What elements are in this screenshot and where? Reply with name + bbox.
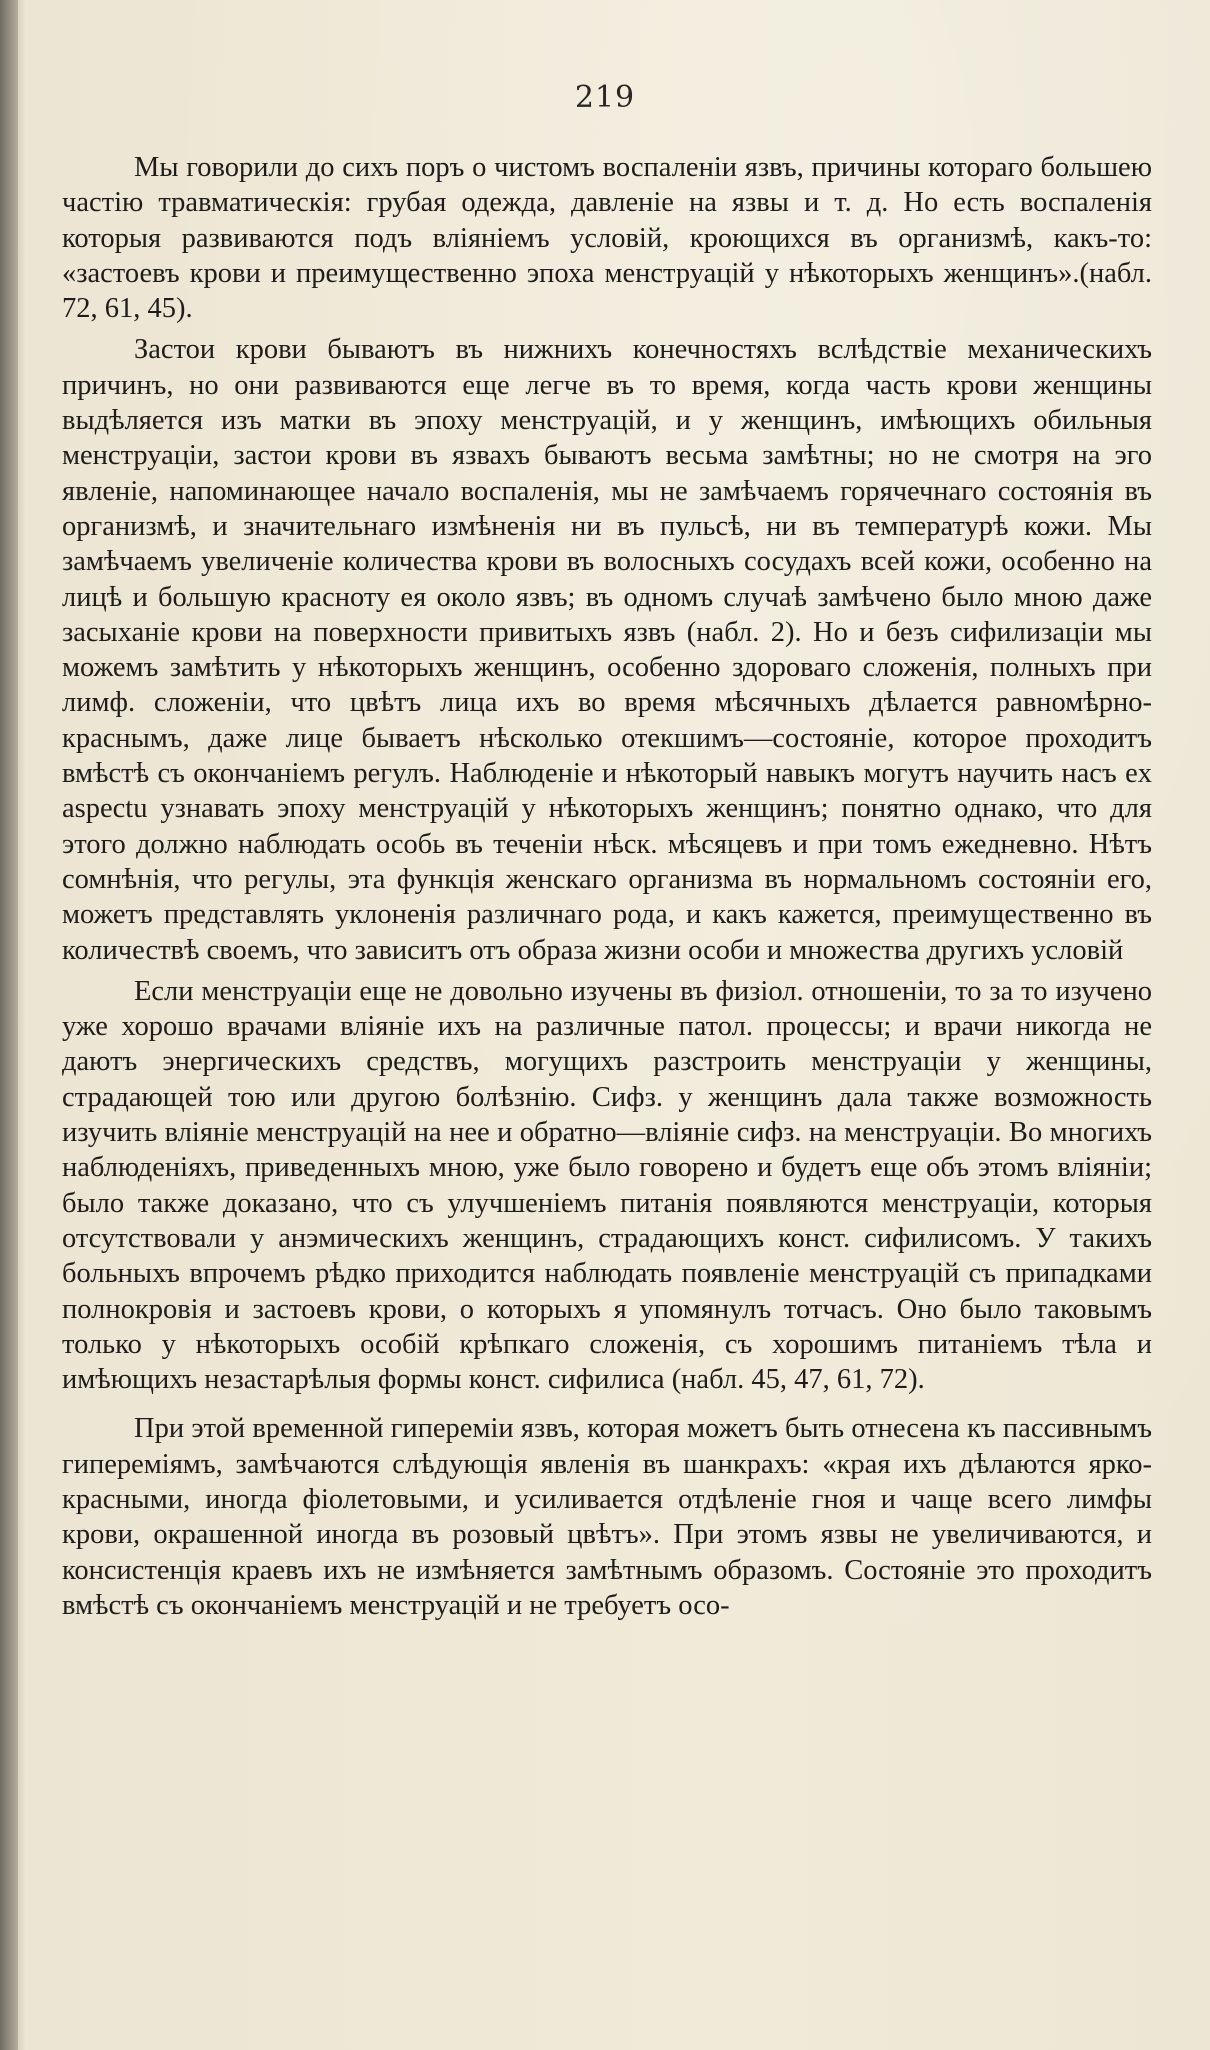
- paragraph-4: При этой временной гипереміи язвъ, которая можетъ быть отнесена къ пассивнымъ гипереміямъ, замѣчаются слѣдующія явленія въ шанкрахъ: «края ихъ дѣлаются ярко-красными, иногда фіолетовыми, и усиливается отдѣленіе гноя и чаще всего лимфы крови, окрашенной иногда въ розовый цвѣтъ». При этомъ язвы не увеличиваются, и консистенція краевъ ихъ не измѣняется замѣтнымъ образомъ. Состояніе это проходитъ вмѣстѣ съ окончаніемъ менструацій и не требуетъ осо-: [62, 1413, 1152, 1621]
- binding-gutter: [0, 0, 18, 2050]
- paragraph-3: Если менструаціи еще не довольно изучены въ физіол. отношеніи, то за то изучено уже хорошо врачами вліяніе ихъ на различные патол. процессы; и врачи никогда не даютъ энергическихъ средствъ, могущихъ разстроить менструаціи у женщины, страдающей тою или другою болѣзнію. Сифз. у женщинъ дала также возможность изучить вліяніе менструацій на нее и обратно—вліяніе сифз. на менструаціи. Во многихъ наблюденіяхъ, приведенныхъ мною, уже было говорено и будетъ еще объ этомъ вліяніи; было также доказано, что съ улучшеніемъ питанія появляются менструаціи, которыя отсутствовали у анэмическихъ женщинъ, страдающихъ конст. сифилисомъ. У такихъ больныхъ впрочемъ рѣдко приходится наблюдать появленіе менструацій съ припадками полнокровія и застоевъ крови, о которыхъ я упомянулъ тотчасъ. Оно было таковымъ только у нѣкоторыхъ особій крѣпкаго сложенія, съ хорошимъ питаніемъ тѣла и имѣющихъ незастарѣлыя формы конст. сифилиса (набл. 45, 47, 61, 72).: [62, 975, 1152, 1396]
- paragraph-2: Застои крови бываютъ въ нижнихъ конечностяхъ вслѣдствіе механическихъ причинъ, но они развиваются еще легче въ то время, когда часть крови женщины выдѣляется изъ матки въ эпоху менструацій, и у женщинъ, имѣющихъ обильныя менструаціи, застои крови въ язвахъ бываютъ весьма замѣтны; но не смотря на эго явленіе, напоминающее начало воспаленія, мы не замѣчаемъ горячечнаго состоянія въ организмѣ, и значительнаго измѣненія ни въ пульсѣ, ни въ температурѣ кожи. Мы замѣчаемъ увеличеніе количества крови въ волосныхъ сосудахъ всей кожи, особенно на лицѣ и большую красноту ея около язвъ; въ одномъ случаѣ замѣчено было мною даже засыханіе крови на поверхности привитыхъ язвъ (набл. 2). Но и безъ сифилизаціи мы можемъ замѣтить у нѣкоторыхъ женщинъ, особенно здороваго сложенія, полныхъ при лимф. сложеніи, что цвѣтъ лица ихъ во время мѣсячныхъ дѣлается равномѣрно-краснымъ, даже лице бываетъ нѣсколько отекшимъ—состояніе, которое проходитъ вмѣстѣ съ окончаніемъ регулъ. Наблюденіе и нѣкоторый навыкъ могутъ научить насъ ex aspectu узнавать эпоху менструацій у нѣкоторыхъ женщинъ; понятно однако, что для этого должно наблюдать особь въ теченіи нѣск. мѣсяцевъ и при томъ ежедневно. Нѣтъ сомнѣнія, что регулы, эта функція женскаго организма въ нормальномъ состояніи его, можетъ представлять уклоненія различнаго рода, и какъ кажется, преимущественно въ количествѣ своемъ, что зависитъ отъ образа жизни особи и множества другихъ условій: [62, 334, 1152, 966]
- page-number: 219: [574, 80, 636, 115]
- body-text: [62, 150, 1152, 1623]
- paragraph-1: Мы говорили до сихъ поръ о чистомъ воспаленіи язвъ, причины котораго большею частію травматическія: грубая одежда, давленіе на язвы и т. д. Но есть воспаленія которыя развиваются подъ вліяніемъ условій, кроющихся въ организмѣ, какъ-то: «застоевъ крови и преимущественно эпоха менструацій у нѣкоторыхъ женщинъ».(набл. 72, 61, 45).: [62, 152, 1152, 325]
